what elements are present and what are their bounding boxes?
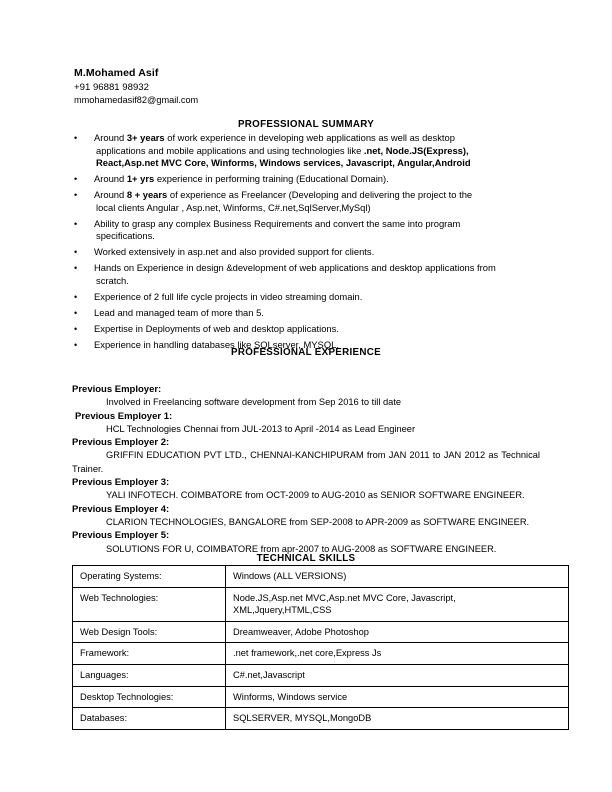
summary-bullet xyxy=(68,307,538,320)
skill-category-cell: Web Technologies: xyxy=(73,587,226,621)
summary-bullet xyxy=(68,218,538,243)
skill-value-cell xyxy=(226,587,569,621)
section-heading-professional-experience: PROFESSIONAL EXPERIENCE xyxy=(231,347,381,358)
employer-detail: SOLUTIONS FOR U, COIMBATORE from apr-2007 to AUG-2008 as SOFTWARE ENGINEER. xyxy=(106,543,497,554)
summary-bullet-line: scratch. xyxy=(96,274,129,286)
section-heading-technical-skills: TECHNICAL SKILLS xyxy=(256,553,356,564)
skill-value-cell xyxy=(226,686,569,708)
skill-value-line: SQLSERVER, MYSQL,MongoDB xyxy=(233,713,372,724)
summary-bullet xyxy=(68,323,538,336)
contact-header xyxy=(74,66,374,107)
professional-experience-list xyxy=(72,383,540,556)
skill-value-cell xyxy=(226,621,569,643)
bullet-dot-icon: • xyxy=(74,263,78,274)
candidate-phone: +91 96881 98932 xyxy=(74,82,149,93)
summary-bullet xyxy=(68,339,538,352)
summary-bullet-line: specifications. xyxy=(96,230,155,242)
bullet-dot-icon: • xyxy=(74,291,78,302)
bullet-dot-icon: • xyxy=(74,218,78,229)
skill-value-cell xyxy=(226,708,569,730)
summary-bullet-line: React,Asp.net MVC Core, Winforms, Windows services, Javascript, Angular,Android xyxy=(96,157,471,169)
table-row xyxy=(73,643,569,665)
employer-label: Previous Employer 3: xyxy=(72,477,170,489)
skill-value-line: XML,Jquery,HTML,CSS xyxy=(233,605,332,616)
table-row xyxy=(73,566,569,588)
bullet-dot-icon: • xyxy=(74,247,78,258)
skill-category-cell: Languages: xyxy=(73,664,226,686)
summary-bullet xyxy=(68,262,538,287)
table-row xyxy=(73,587,569,621)
section-heading-professional-summary: PROFESSIONAL SUMMARY xyxy=(237,119,375,130)
skill-value-line: Dreamweaver, Adobe Photoshop xyxy=(233,626,369,637)
summary-bullet-line: Worked extensively in asp.net and also provided support for clients. xyxy=(94,246,375,258)
summary-bullet-line: Ability to grasp any complex Business Requirements and convert the same into program xyxy=(94,217,461,229)
employer-label: Previous Employer 2: xyxy=(72,437,170,449)
bullet-dot-icon: • xyxy=(74,339,78,350)
employer-label: Previous Employer: xyxy=(72,384,162,395)
bullet-dot-icon: • xyxy=(74,133,78,143)
employer-detail: YALI INFOTECH. COIMBATORE from OCT-2009 to AUG-2010 as SENIOR SOFTWARE ENGINEER. xyxy=(106,490,525,501)
skill-value-cell xyxy=(226,643,569,665)
employer-detail: HCL Technologies Chennai from JUL-2013 to April -2014 as Lead Engineer xyxy=(106,423,416,434)
bullet-dot-icon: • xyxy=(74,323,78,334)
skill-value-line: C#.net,Javascript xyxy=(233,669,305,680)
summary-bullet-line: Around 3+ years of work experience in developing web applications as well as desktop xyxy=(94,132,455,143)
employer-label: Previous Employer 4: xyxy=(72,503,170,515)
summary-bullet-line: Around 8 + years of experience as Freelancer (Developing and delivering the project to the xyxy=(94,189,473,201)
summary-bullet-line: Experience of 2 full life cycle projects in video streaming domain. xyxy=(94,290,363,302)
professional-summary-list xyxy=(68,132,538,355)
candidate-name: M.Mohamed Asif xyxy=(74,67,159,79)
summary-bullet-line: Lead and managed team of more than 5. xyxy=(94,306,264,318)
table-row xyxy=(73,686,569,708)
employer-label: Previous Employer 1: xyxy=(75,410,173,422)
bullet-dot-icon: • xyxy=(74,174,78,185)
skill-value-cell xyxy=(226,664,569,686)
summary-bullet-line: Hands on Experience in design &development of web applications and desktop applications from xyxy=(94,262,496,274)
candidate-email: mmohamedasif82@gmail.com xyxy=(74,95,199,105)
table-row xyxy=(73,664,569,686)
summary-bullet xyxy=(68,189,538,214)
skill-category-cell: Framework: xyxy=(73,643,226,665)
summary-bullet xyxy=(68,132,538,170)
skill-category-cell: Databases: xyxy=(73,708,226,730)
skill-value-line: Node.JS,Asp.net MVC,Asp.net MVC Core, Javascript, xyxy=(233,592,456,603)
skill-value-cell xyxy=(226,566,569,588)
summary-bullet xyxy=(68,173,538,186)
table-row xyxy=(73,708,569,730)
employer-detail: Involved in Freelancing software development from Sep 2016 to till date xyxy=(106,397,402,408)
summary-bullet-line: Experience in handling databases like SQLserver, MYSQL. xyxy=(94,338,339,350)
skill-category-cell: Desktop Technologies: xyxy=(73,686,226,708)
skill-value-line: Winforms, Windows service xyxy=(233,691,348,702)
bullet-dot-icon: • xyxy=(74,307,78,318)
bullet-dot-icon: • xyxy=(74,190,78,201)
summary-bullet-line: applications and mobile applications and using technologies like .net, Node.JS(Express), xyxy=(96,144,469,156)
skill-value-line: Windows (ALL VERSIONS) xyxy=(233,571,347,581)
technical-skills-table xyxy=(72,565,569,730)
skill-category-cell: Web Design Tools: xyxy=(73,621,226,643)
summary-bullet-line: Expertise in Deployments of web and desktop applications. xyxy=(94,322,339,334)
table-row xyxy=(73,621,569,643)
summary-bullet xyxy=(68,246,538,259)
employer-detail: GRIFFIN EDUCATION PVT LTD., CHENNAI-KANCHIPURAM from JAN 2011 to JAN 2012 as Technical Trainer. xyxy=(72,450,540,474)
employer-detail: CLARION TECHNOLOGIES, BANGALORE from SEP-2008 to APR-2009 as SOFTWARE ENGINEER. xyxy=(106,516,530,527)
summary-bullet xyxy=(68,291,538,304)
employer-label: Previous Employer 5: xyxy=(72,530,170,542)
summary-bullet-line: Around 1+ yrs experience in performing training (Educational Domain). xyxy=(94,173,389,185)
skill-category-cell: Operating Systems: xyxy=(73,566,226,588)
skill-value-line: .net framework,.net core,Express Js xyxy=(233,648,382,659)
summary-bullet-line: local clients Angular , Asp.net, Winforms, C#.net,SqlServer,MySql) xyxy=(96,201,371,213)
